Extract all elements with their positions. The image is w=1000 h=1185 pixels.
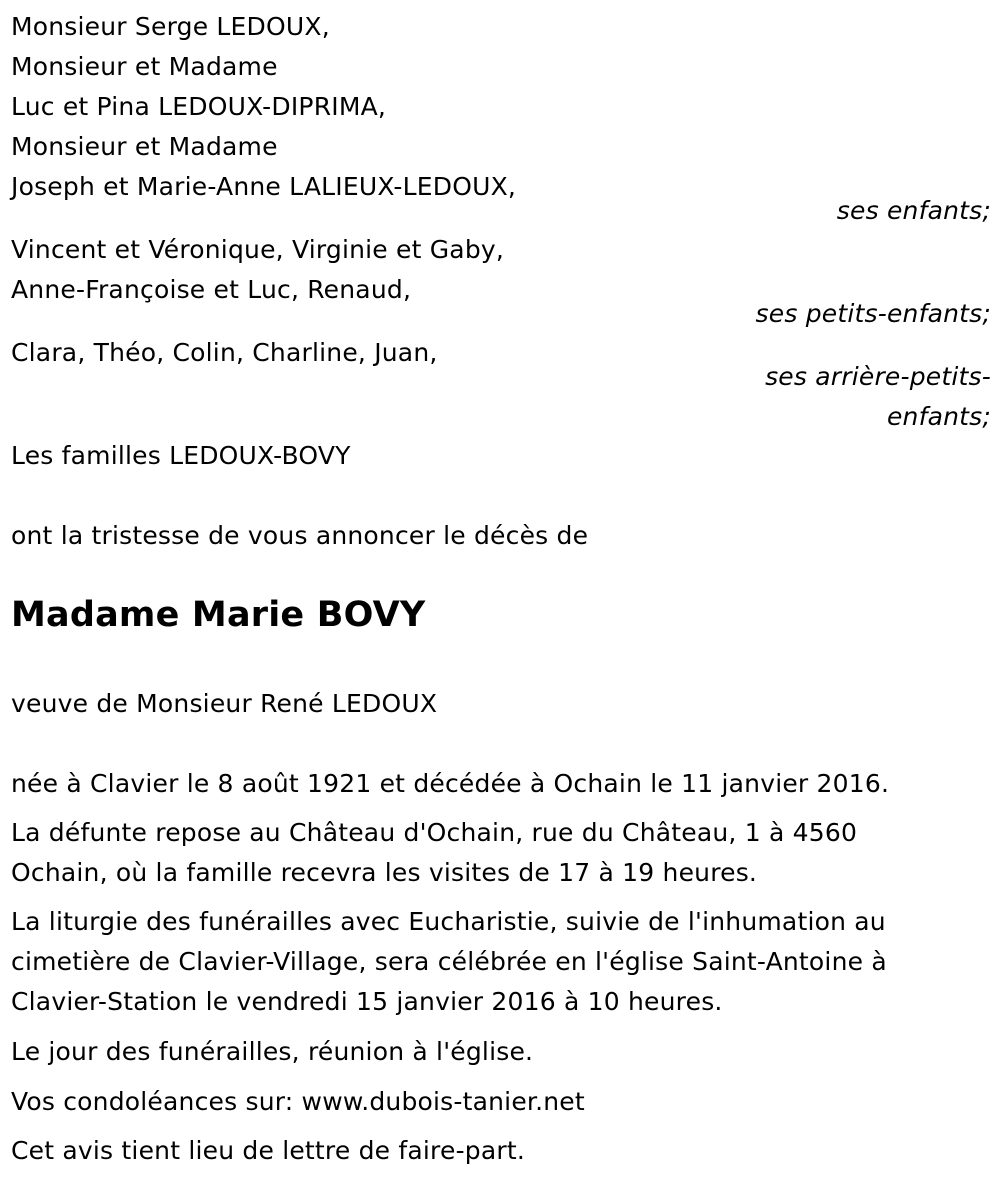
deceased-name: Madame Marie BOVY (11, 595, 426, 635)
meeting-text: Le jour des funérailles, réunion à l'église. (11, 1037, 534, 1066)
condolences-text: Vos condoléances sur: www.dubois-tanier.net (11, 1087, 585, 1116)
grandchildren-line: Vincent et Véronique, Virginie et Gaby, (11, 235, 505, 264)
family-children-line: Monsieur Serge LEDOUX, (11, 12, 330, 41)
families-line: Les familles LEDOUX-BOVY (11, 441, 351, 470)
birth-death-text: née à Clavier le 8 août 1921 et décédée à Ochain le 11 janvier 2016. (11, 769, 890, 798)
family-children-line: Joseph et Marie-Anne LALIEUX-LEDOUX, (11, 172, 517, 201)
family-children-line: Luc et Pina LEDOUX-DIPRIMA, (11, 92, 387, 121)
funeral-liturgy-text: Clavier-Station le vendredi 15 janvier 2016 à 10 heures. (11, 987, 723, 1016)
faire-part-text: Cet avis tient lieu de lettre de faire-part. (11, 1136, 526, 1165)
funeral-liturgy-text: La liturgie des funérailles avec Eucharistie, suivie de l'inhumation au (11, 907, 886, 936)
great-grandchildren-line: Clara, Théo, Colin, Charline, Juan, (11, 338, 438, 367)
children-role-label: ses enfants; (836, 196, 991, 225)
funeral-liturgy-text: cimetière de Clavier-Village, sera célébrée en l'église Saint-Antoine à (11, 947, 887, 976)
widow-of-text: veuve de Monsieur René LEDOUX (11, 689, 438, 718)
family-children-line: Monsieur et Madame (11, 132, 278, 161)
rest-location-text: Ochain, où la famille recevra les visites de 17 à 19 heures. (11, 858, 758, 887)
family-children-line: Monsieur et Madame (11, 52, 278, 81)
great-grandchildren-role-label: enfants; (886, 402, 991, 431)
rest-location-text: La défunte repose au Château d'Ochain, rue du Château, 1 à 4560 (11, 818, 858, 847)
grandchildren-line: Anne-Françoise et Luc, Renaud, (11, 275, 412, 304)
great-grandchildren-role-label: ses arrière-petits- (765, 362, 991, 391)
grandchildren-role-label: ses petits-enfants; (755, 299, 991, 328)
announcement-text: ont la tristesse de vous annoncer le décès de (11, 521, 589, 550)
